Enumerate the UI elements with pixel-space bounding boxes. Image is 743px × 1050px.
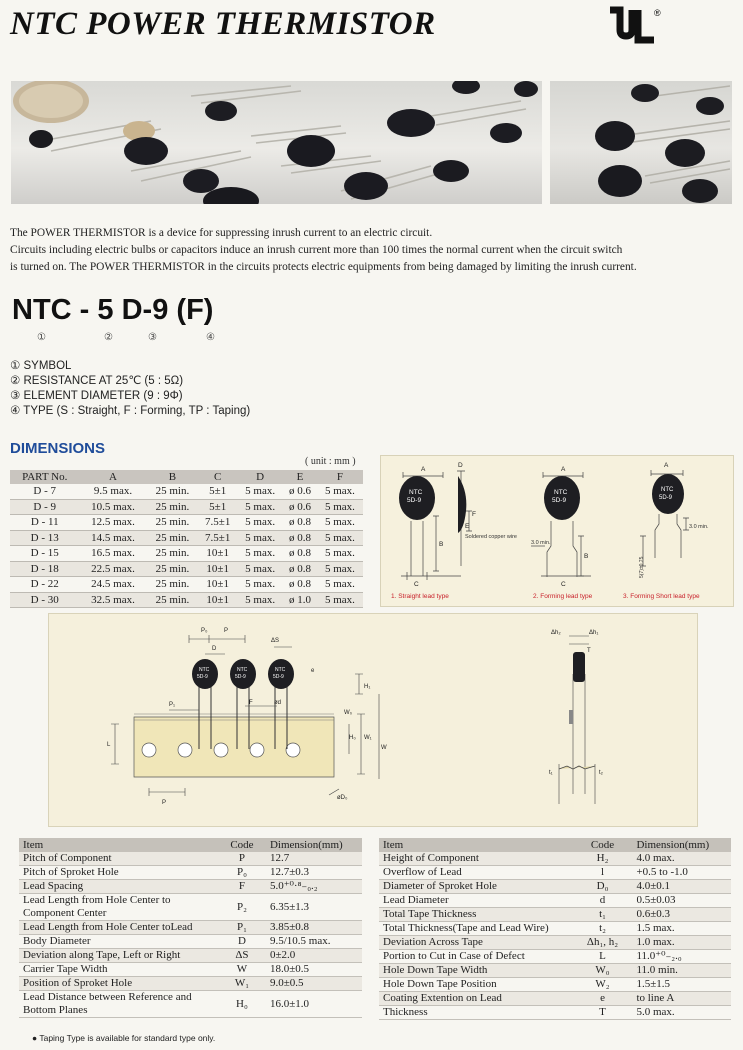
- tape-label-d: D: [212, 646, 217, 652]
- dim-cell-3-4: 5 max.: [237, 530, 283, 546]
- spec-right-item-8: Hole Down Tape Width: [379, 964, 573, 978]
- spec-right-header-1: Code: [573, 838, 633, 852]
- spec-left-code-1: P₀: [218, 866, 266, 880]
- short-spacing-label: 5(7)±0.75: [639, 556, 645, 578]
- spec-right-dim-0: 4.0 max.: [632, 852, 731, 866]
- spec-row: [379, 908, 731, 922]
- tape-label-delta-s: ΔS: [271, 638, 280, 644]
- spec-right-code-11: T: [573, 1006, 633, 1020]
- product-photo-main: [11, 81, 542, 204]
- dim-label-d: D: [458, 462, 463, 469]
- spec-left-dim-6: 0±2.0: [266, 949, 362, 963]
- spec-left-dim-4: 3.85±0.8: [266, 921, 362, 935]
- forming-body-line-2: 5D-9: [552, 497, 567, 504]
- tape-body-3-line-2: 5D-9: [273, 674, 284, 680]
- tape-label-f: F: [249, 700, 253, 706]
- legend-resistance: ② RESISTANCE AT 25℃ (5 : 5Ω): [10, 375, 184, 387]
- dim-header-1: A: [79, 470, 146, 484]
- part-code-resistance: 5: [97, 294, 114, 326]
- dim-cell-2-4: 5 max.: [237, 515, 283, 531]
- spec-right-dim-9: 1.5±1.5: [632, 978, 731, 992]
- spec-left-item-3: Lead Length from Hole Center to Component Center: [19, 894, 218, 921]
- tape-label-od0: øD₀: [337, 795, 348, 801]
- dim-header-5: E: [283, 470, 317, 484]
- short-body-line-1: NTC: [661, 487, 674, 493]
- legend-symbol: ① SYMBOL: [10, 360, 72, 372]
- tape-body-2-line-2: 5D-9: [235, 674, 246, 680]
- spec-row: [19, 963, 362, 977]
- spec-left-code-0: P: [218, 852, 266, 866]
- spec-right-dim-1: +0.5 to -1.0: [632, 866, 731, 880]
- spec-row: [19, 880, 362, 894]
- tape-label-w0: W₀: [344, 710, 353, 716]
- dim-row: [10, 530, 363, 546]
- dim-cell-6-2: 25 min.: [147, 577, 199, 593]
- dim-cell-1-6: 5 max.: [317, 499, 363, 515]
- dim-cell-0-0: D - 7: [10, 484, 79, 499]
- tape-body-2-line-1: NTC: [237, 667, 248, 673]
- spec-right-dim-10: to line A: [632, 992, 731, 1006]
- dim-cell-2-3: 7.5±1: [198, 515, 237, 531]
- spec-left-header-0: Item: [19, 838, 218, 852]
- dim-row: [10, 577, 363, 593]
- dim-header-2: B: [147, 470, 199, 484]
- short-3min-label: 3.0 min.: [689, 524, 709, 530]
- spec-left-code-3: P₂: [218, 894, 266, 921]
- spec-right-dim-11: 5.0 max.: [632, 1006, 731, 1020]
- dim-header-3: C: [198, 470, 237, 484]
- spec-row: [19, 852, 362, 866]
- dim-cell-7-3: 10±1: [198, 592, 237, 608]
- dim-cell-6-1: 24.5 max.: [79, 577, 146, 593]
- spec-right-item-10: Coating Extention on Lead: [379, 992, 573, 1006]
- part-code-marker-3: ③: [148, 332, 157, 343]
- part-code-marker-4: ④: [206, 332, 215, 343]
- dim-cell-2-5: ø 0.8: [283, 515, 317, 531]
- tape-label-p: P: [224, 628, 229, 634]
- dim-cell-2-0: D - 11: [10, 515, 79, 531]
- dim-header-4: D: [237, 470, 283, 484]
- dim-cell-2-2: 25 min.: [147, 515, 199, 531]
- dim-cell-5-3: 10±1: [198, 561, 237, 577]
- spec-right-code-2: D₀: [573, 880, 633, 894]
- tape-label-e: e: [311, 668, 315, 674]
- part-code-diameter: D-9: [121, 294, 169, 326]
- spec-row: [379, 1006, 731, 1020]
- dim-cell-5-0: D - 18: [10, 561, 79, 577]
- registered-mark: ®: [654, 8, 661, 18]
- dimensions-heading: DIMENSIONS: [10, 440, 106, 457]
- dim-cell-4-4: 5 max.: [237, 546, 283, 562]
- spec-left-item-6: Deviation along Tape, Left or Right: [19, 949, 218, 963]
- dim-cell-7-4: 5 max.: [237, 592, 283, 608]
- spec-left-code-5: D: [218, 935, 266, 949]
- dim-cell-0-5: ø 0.6: [283, 484, 317, 499]
- spec-right-dim-2: 4.0±0.1: [632, 880, 731, 894]
- tape-label-l: L: [107, 742, 111, 748]
- spec-row: [379, 936, 731, 950]
- spec-left-item-0: Pitch of Component: [19, 852, 218, 866]
- dim-cell-7-2: 25 min.: [147, 592, 199, 608]
- spec-left-dim-0: 12.7: [266, 852, 362, 866]
- part-number-code: [12, 294, 213, 327]
- dim-row: [10, 484, 363, 499]
- tape-label-od: ød: [274, 700, 282, 706]
- spec-left-dim-9: 16.0±1.0: [266, 991, 362, 1018]
- part-code-symbol: NTC: [12, 294, 72, 326]
- forming-label-c: C: [561, 581, 566, 588]
- tape-label-p0: P₀: [201, 628, 208, 634]
- spec-left-code-4: P₁: [218, 921, 266, 935]
- dimensions-table: [10, 470, 363, 608]
- spec-left-dim-8: 9.0±0.5: [266, 977, 362, 991]
- legend-type: ④ TYPE (S : Straight, F : Forming, TP : Taping): [10, 405, 251, 417]
- spec-left-dim-3: 6.35±1.3: [266, 894, 362, 921]
- lead-type-drawing: [380, 455, 734, 607]
- dim-cell-1-4: 5 max.: [237, 499, 283, 515]
- dim-cell-7-6: 5 max.: [317, 592, 363, 608]
- spec-right-code-9: W₂: [573, 978, 633, 992]
- tape-body-3-line-1: NTC: [275, 667, 286, 673]
- intro-line-3: is turned on. The POWER THERMISTOR in the circuits protects electric equipments from being damaged by limiting the inrush current.: [10, 261, 637, 273]
- product-photo-side: [550, 81, 732, 204]
- spec-right-header-0: Item: [379, 838, 573, 852]
- tape-label-dh1: Δh₁: [589, 630, 599, 636]
- dim-cell-7-5: ø 1.0: [283, 592, 317, 608]
- spec-row: [379, 866, 731, 880]
- forming-label-a: A: [561, 466, 566, 473]
- spec-row: [19, 991, 362, 1018]
- dim-label-f: F: [472, 511, 476, 518]
- dim-row: [10, 499, 363, 515]
- dim-header-6: F: [317, 470, 363, 484]
- tape-label-p1: P₁: [169, 702, 176, 708]
- spec-right-item-4: Total Tape Thickness: [379, 908, 573, 922]
- tape-label-t2: t₂: [599, 770, 603, 776]
- spec-left-item-1: Pitch of Sproket Hole: [19, 866, 218, 880]
- dim-cell-1-1: 10.5 max.: [79, 499, 146, 515]
- tape-label-t: T: [587, 648, 591, 654]
- spec-right-item-3: Lead Diameter: [379, 894, 573, 908]
- page-title: NTC POWER THERMISTOR: [10, 6, 436, 42]
- spec-right-dim-3: 0.5±0.03: [632, 894, 731, 908]
- dim-cell-0-1: 9.5 max.: [79, 484, 146, 499]
- dim-cell-1-2: 25 min.: [147, 499, 199, 515]
- dim-cell-7-0: D - 30: [10, 592, 79, 608]
- spec-left-dim-1: 12.7±0.3: [266, 866, 362, 880]
- dim-cell-0-3: 5±1: [198, 484, 237, 499]
- dim-cell-1-5: ø 0.6: [283, 499, 317, 515]
- spec-right-dim-6: 1.0 max.: [632, 936, 731, 950]
- part-code-marker-2: ②: [104, 332, 113, 343]
- spec-row: [379, 894, 731, 908]
- spec-left-item-5: Body Diameter: [19, 935, 218, 949]
- dimensions-header-row: [10, 470, 363, 484]
- spec-right-code-6: Δh₁, h₂: [573, 936, 633, 950]
- spec-left-code-6: ΔS: [218, 949, 266, 963]
- short-label-a: A: [664, 462, 669, 469]
- spec-row: [379, 852, 731, 866]
- spec-right-header-2: Dimension(mm): [632, 838, 731, 852]
- spec-right-code-1: l: [573, 866, 633, 880]
- spec-row: [379, 950, 731, 964]
- dim-row: [10, 515, 363, 531]
- spec-left-item-2: Lead Spacing: [19, 880, 218, 894]
- dim-cell-6-0: D - 22: [10, 577, 79, 593]
- dim-cell-2-1: 12.5 max.: [79, 515, 146, 531]
- dim-row: [10, 546, 363, 562]
- spec-left-dim-7: 18.0±0.5: [266, 963, 362, 977]
- spec-right-header-row: [379, 838, 731, 852]
- taping-spec-table-left: [19, 838, 362, 1018]
- spec-right-item-2: Diameter of Sproket Hole: [379, 880, 573, 894]
- tape-label-h1: H₁: [364, 684, 371, 690]
- spec-left-dim-5: 9.5/10.5 max.: [266, 935, 362, 949]
- spec-right-item-6: Deviation Across Tape: [379, 936, 573, 950]
- spec-right-code-4: t₁: [573, 908, 633, 922]
- dim-row: [10, 561, 363, 577]
- taping-spec-table-right: [379, 838, 731, 1020]
- spec-left-header-row: [19, 838, 362, 852]
- spec-left-code-9: H₀: [218, 991, 266, 1018]
- dim-label-e: E: [465, 523, 470, 530]
- spec-row: [379, 880, 731, 894]
- dim-cell-3-0: D - 13: [10, 530, 79, 546]
- dim-cell-5-6: 5 max.: [317, 561, 363, 577]
- spec-row: [379, 964, 731, 978]
- spec-right-code-5: t₂: [573, 922, 633, 936]
- taping-footnote: ● Taping Type is available for standard type only.: [32, 1033, 216, 1043]
- dim-cell-0-6: 5 max.: [317, 484, 363, 499]
- spec-left-code-8: W₁: [218, 977, 266, 991]
- dim-cell-1-0: D - 9: [10, 499, 79, 515]
- dim-cell-3-5: ø 0.8: [283, 530, 317, 546]
- spec-right-code-10: e: [573, 992, 633, 1006]
- spec-right-code-7: L: [573, 950, 633, 964]
- spec-row: [19, 894, 362, 921]
- spec-row: [19, 866, 362, 880]
- spec-row: [379, 992, 731, 1006]
- dim-cell-0-2: 25 min.: [147, 484, 199, 499]
- tape-label-t1: t₁: [549, 770, 553, 776]
- spec-left-code-7: W: [218, 963, 266, 977]
- dim-label-b: B: [439, 541, 444, 548]
- dim-row: [10, 592, 363, 608]
- spec-left-header-1: Code: [218, 838, 266, 852]
- ul-certification-logo: [602, 6, 662, 46]
- spec-right-item-1: Overflow of Lead: [379, 866, 573, 880]
- part-code-dash: -: [79, 294, 90, 326]
- dim-cell-5-5: ø 0.8: [283, 561, 317, 577]
- tape-label-w: W: [381, 745, 387, 751]
- taping-drawing: [48, 613, 698, 827]
- legend-diameter: ③ ELEMENT DIAMETER (9 : 9Φ): [10, 390, 183, 402]
- forming-label-b: B: [584, 553, 589, 560]
- spec-row: [19, 921, 362, 935]
- tape-body-1-line-2: 5D-9: [197, 674, 208, 680]
- spec-left-code-2: F: [218, 880, 266, 894]
- spec-row: [379, 922, 731, 936]
- spec-row: [19, 935, 362, 949]
- spec-left-item-4: Lead Length from Hole Center toLead: [19, 921, 218, 935]
- tape-label-p2: P: [162, 800, 167, 806]
- dim-cell-4-2: 25 min.: [147, 546, 199, 562]
- spec-right-dim-4: 0.6±0.3: [632, 908, 731, 922]
- caption-forming-short: 3. Forming Short lead type: [623, 593, 700, 600]
- spec-right-item-11: Thickness: [379, 1006, 573, 1020]
- dim-cell-2-6: 5 max.: [317, 515, 363, 531]
- dim-cell-4-0: D - 15: [10, 546, 79, 562]
- dim-header-0: PART No.: [10, 470, 79, 484]
- dim-cell-6-3: 10±1: [198, 577, 237, 593]
- spec-right-code-0: H₂: [573, 852, 633, 866]
- part-code-type: (F): [176, 294, 214, 326]
- spec-row: [379, 978, 731, 992]
- dim-cell-6-5: ø 0.8: [283, 577, 317, 593]
- dim-cell-5-1: 22.5 max.: [79, 561, 146, 577]
- intro-line-1: The POWER THERMISTOR is a device for suppressing inrush current to an electric circuit.: [10, 227, 433, 239]
- short-body-line-2: 5D-9: [659, 495, 673, 501]
- dim-cell-5-2: 25 min.: [147, 561, 199, 577]
- dim-cell-3-1: 14.5 max.: [79, 530, 146, 546]
- soldered-wire-label: Soldered copper wire: [465, 534, 517, 540]
- spec-right-item-9: Hole Down Tape Position: [379, 978, 573, 992]
- forming-3min-label: 3.0 min.: [531, 540, 551, 546]
- tape-label-w1: W₁: [364, 735, 372, 741]
- dim-cell-7-1: 32.5 max.: [79, 592, 146, 608]
- dim-cell-4-5: ø 0.8: [283, 546, 317, 562]
- spec-right-dim-8: 11.0 min.: [632, 964, 731, 978]
- caption-forming: 2. Forming lead type: [533, 593, 593, 600]
- spec-row: [19, 977, 362, 991]
- dim-cell-6-4: 5 max.: [237, 577, 283, 593]
- tape-body-1-line-1: NTC: [199, 667, 210, 673]
- spec-left-dim-2: 5.0⁺⁰·⁸₋₀.₂: [266, 880, 362, 894]
- spec-right-code-3: d: [573, 894, 633, 908]
- dim-cell-6-6: 5 max.: [317, 577, 363, 593]
- dim-label-a: A: [421, 466, 426, 473]
- dim-cell-1-3: 5±1: [198, 499, 237, 515]
- spec-right-code-8: W₀: [573, 964, 633, 978]
- spec-left-header-2: Dimension(mm): [266, 838, 362, 852]
- dim-cell-3-6: 5 max.: [317, 530, 363, 546]
- straight-body-line-1: NTC: [409, 489, 423, 496]
- spec-right-item-5: Total Thickness(Tape and Lead Wire): [379, 922, 573, 936]
- spec-right-item-7: Portion to Cut in Case of Defect: [379, 950, 573, 964]
- dim-cell-4-1: 16.5 max.: [79, 546, 146, 562]
- tape-label-dh2: Δh₂: [551, 630, 561, 636]
- forming-body-line-1: NTC: [554, 489, 568, 496]
- dim-cell-3-3: 7.5±1: [198, 530, 237, 546]
- spec-left-item-9: Lead Distance between Reference and Bottom Planes: [19, 991, 218, 1018]
- spec-right-dim-5: 1.5 max.: [632, 922, 731, 936]
- dim-cell-3-2: 25 min.: [147, 530, 199, 546]
- spec-left-item-7: Carrier Tape Width: [19, 963, 218, 977]
- dim-label-c: C: [414, 581, 419, 588]
- dim-cell-4-3: 10±1: [198, 546, 237, 562]
- spec-right-item-0: Height of Component: [379, 852, 573, 866]
- spec-left-item-8: Position of Sproket Hole: [19, 977, 218, 991]
- unit-note: ( unit : mm ): [305, 456, 356, 467]
- caption-straight: 1. Straight lead type: [391, 593, 449, 600]
- spec-row: [19, 949, 362, 963]
- dim-cell-0-4: 5 max.: [237, 484, 283, 499]
- tape-label-h0: H₀: [349, 735, 356, 741]
- spec-right-dim-7: 11.0⁺⁰₋₂.₀: [632, 950, 731, 964]
- dim-cell-5-4: 5 max.: [237, 561, 283, 577]
- dim-cell-4-6: 5 max.: [317, 546, 363, 562]
- intro-line-2: Circuits including electric bulbs or capacitors induce an inrush current more than 100 times the normal current when the circuit switch: [10, 244, 623, 256]
- part-code-marker-1: ①: [37, 332, 46, 343]
- straight-body-line-2: 5D-9: [407, 497, 422, 504]
